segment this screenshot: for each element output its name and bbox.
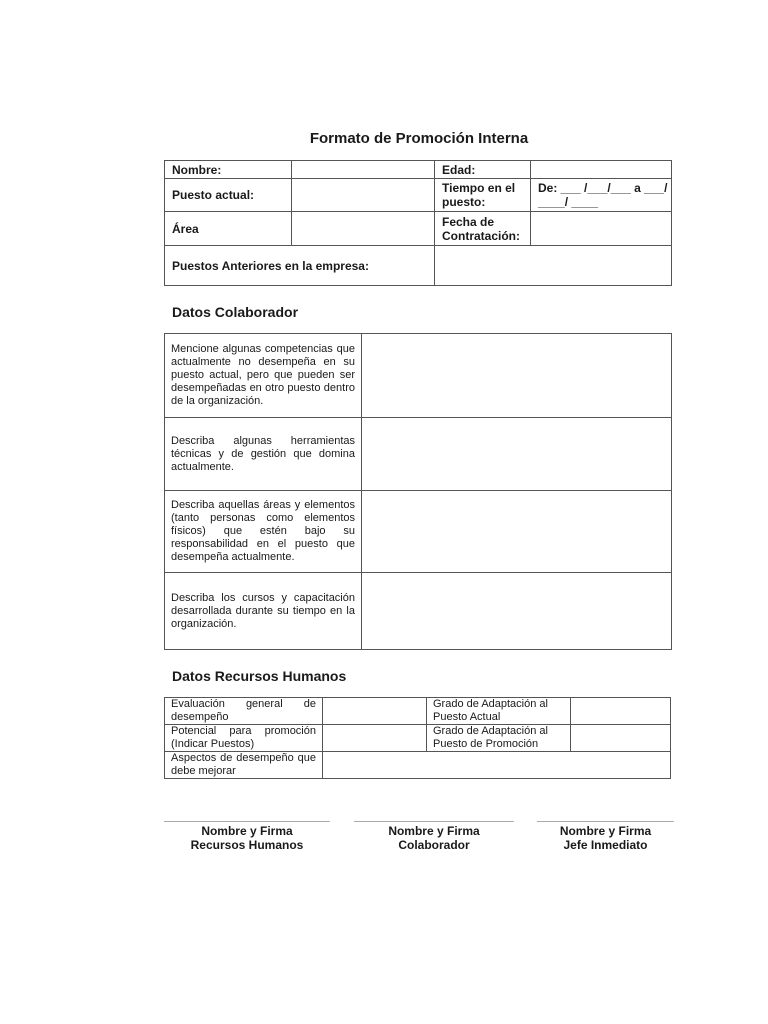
area-label: Área xyxy=(165,212,292,246)
question-competencias: Mencione algunas competencias que actualmente no desempeña en su puesto actual, pero que pueden ser desempeñadas en otro puesto dentro de la organización. xyxy=(165,334,362,418)
potencial-label: Potencial para promoción (Indicar Puestos) xyxy=(165,725,323,752)
answer-cursos[interactable] xyxy=(362,573,672,650)
tiempo-value-line2: ____/ ____ xyxy=(538,195,599,209)
form-title: Formato de Promoción Interna xyxy=(309,130,529,147)
adaptacion-promocion-field[interactable] xyxy=(571,725,671,752)
fecha-contratacion-label: Fecha de Contratación: xyxy=(435,212,531,246)
employee-info-table xyxy=(164,160,672,286)
evaluacion-label: Evaluación general de desempeño xyxy=(165,698,323,725)
edad-field[interactable] xyxy=(531,161,672,179)
question-areas-elementos: Describa aquellas áreas y elementos (tanto personas como elementos físicos) que estén bajo su responsabilidad en el puesto que desempeña actualmente. xyxy=(165,491,362,573)
answer-areas-elementos[interactable] xyxy=(362,491,672,573)
signature-colaborador-line1: Nombre y Firma xyxy=(388,824,480,838)
nombre-label: Nombre: xyxy=(165,161,292,179)
answer-competencias[interactable] xyxy=(362,334,672,418)
evaluacion-field[interactable] xyxy=(323,698,427,725)
aspectos-field[interactable] xyxy=(323,752,671,779)
signature-jefe[interactable] xyxy=(537,821,674,852)
aspectos-label: Aspectos de desempeño que debe mejorar xyxy=(165,752,323,779)
rrhh-table xyxy=(164,697,671,779)
tiempo-field[interactable] xyxy=(531,179,672,212)
signature-jefe-line1: Nombre y Firma xyxy=(559,824,652,838)
puesto-actual-field[interactable] xyxy=(292,179,435,212)
question-cursos: Describa los cursos y capacitación desarrollada durante su tiempo en la organización. xyxy=(165,573,362,650)
tiempo-label: Tiempo en el puesto: xyxy=(435,179,531,212)
puestos-anteriores-field[interactable] xyxy=(435,246,672,286)
question-herramientas: Describa algunas herramientas técnicas y de gestión que domina actualmente. xyxy=(165,418,362,491)
puestos-anteriores-label: Puestos Anteriores en la empresa: xyxy=(165,246,435,286)
edad-label: Edad: xyxy=(435,161,531,179)
area-field[interactable] xyxy=(292,212,435,246)
signature-rrhh-line2: Recursos Humanos xyxy=(190,838,304,852)
signature-jefe-line2: Jefe Inmediato xyxy=(563,838,648,852)
fecha-contratacion-field[interactable] xyxy=(531,212,672,246)
signature-rrhh-line1: Nombre y Firma xyxy=(201,824,293,838)
adaptacion-promocion-label: Grado de Adaptación al Puesto de Promoción xyxy=(427,725,571,752)
signature-rrhh[interactable] xyxy=(164,821,330,852)
signature-colaborador-line2: Colaborador xyxy=(398,838,470,852)
datos-colaborador-heading: Datos Colaborador xyxy=(172,304,299,320)
signature-colaborador[interactable] xyxy=(354,821,514,852)
puesto-actual-label: Puesto actual: xyxy=(165,179,292,212)
colaborador-table xyxy=(164,333,672,650)
answer-herramientas[interactable] xyxy=(362,418,672,491)
tiempo-value-line1: De: ___ /___/___ a ___/ xyxy=(538,181,668,195)
potencial-field[interactable] xyxy=(323,725,427,752)
datos-rrhh-heading: Datos Recursos Humanos xyxy=(172,668,347,684)
adaptacion-actual-field[interactable] xyxy=(571,698,671,725)
nombre-field[interactable] xyxy=(292,161,435,179)
adaptacion-actual-label: Grado de Adaptación al Puesto Actual xyxy=(427,698,571,725)
